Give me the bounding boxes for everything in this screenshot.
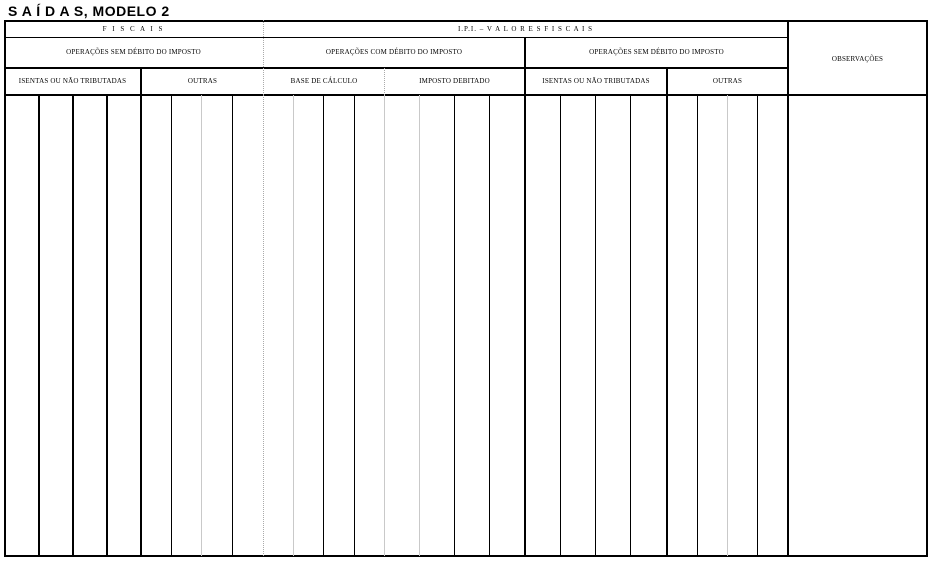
column-line [72, 95, 74, 556]
column-line [354, 95, 355, 556]
column-line [595, 95, 596, 556]
column-line [454, 95, 455, 556]
column-line [489, 95, 490, 556]
form-right-border [926, 20, 928, 557]
header-fiscais: F I S C A I S [102, 25, 165, 33]
header-outras-2: OUTRAS [712, 77, 743, 85]
column-line [323, 95, 324, 556]
header-rule-1 [4, 37, 788, 38]
observacoes-separator [787, 20, 789, 556]
column-line [384, 95, 385, 556]
header-bottom-rule [4, 94, 928, 96]
header-op-sem-debito-1: OPERAÇÕES SEM DÉBITO DO IMPOSTO [66, 48, 201, 56]
column-line [560, 95, 561, 556]
form-bottom-border [4, 555, 928, 557]
subheader-separator-1 [140, 68, 142, 556]
header-observacoes: OBSERVAÇÕES [831, 55, 884, 63]
form-top-border [4, 20, 928, 22]
header-base-calculo: BASE DE CÁLCULO [290, 77, 358, 85]
column-line [757, 95, 758, 556]
header-op-sem-debito-2: OPERAÇÕES SEM DÉBITO DO IMPOSTO [589, 48, 724, 56]
column-line [263, 95, 264, 556]
column-line [419, 95, 420, 556]
header-rule-2 [4, 67, 788, 69]
header-isentas-1: ISENTAS OU NÃO TRIBUTADAS [18, 77, 127, 85]
header-op-com-debito: OPERAÇÕES COM DÉBITO DO IMPOSTO [325, 48, 463, 56]
column-line [232, 95, 233, 556]
column-line [697, 95, 698, 556]
column-line [201, 95, 202, 556]
column-line [171, 95, 172, 556]
column-line [727, 95, 728, 556]
subheader-separator-5 [666, 68, 668, 556]
form-title: S A Í D A S, MODELO 2 [8, 3, 170, 19]
column-line [106, 95, 108, 556]
header-isentas-2: ISENTAS OU NÃO TRIBUTADAS [542, 77, 650, 85]
column-line [293, 95, 294, 556]
header-ipi-valores-fiscais: I.P.I. – V A L O R E S F I S C A I S [457, 25, 594, 33]
form-left-border [4, 20, 6, 557]
op-group-separator-2 [524, 38, 526, 556]
header-imposto-debitado: IMPOSTO DEBITADO [419, 77, 490, 85]
header-outras-1: OUTRAS [187, 77, 218, 85]
column-line [630, 95, 631, 556]
column-line [38, 95, 40, 556]
